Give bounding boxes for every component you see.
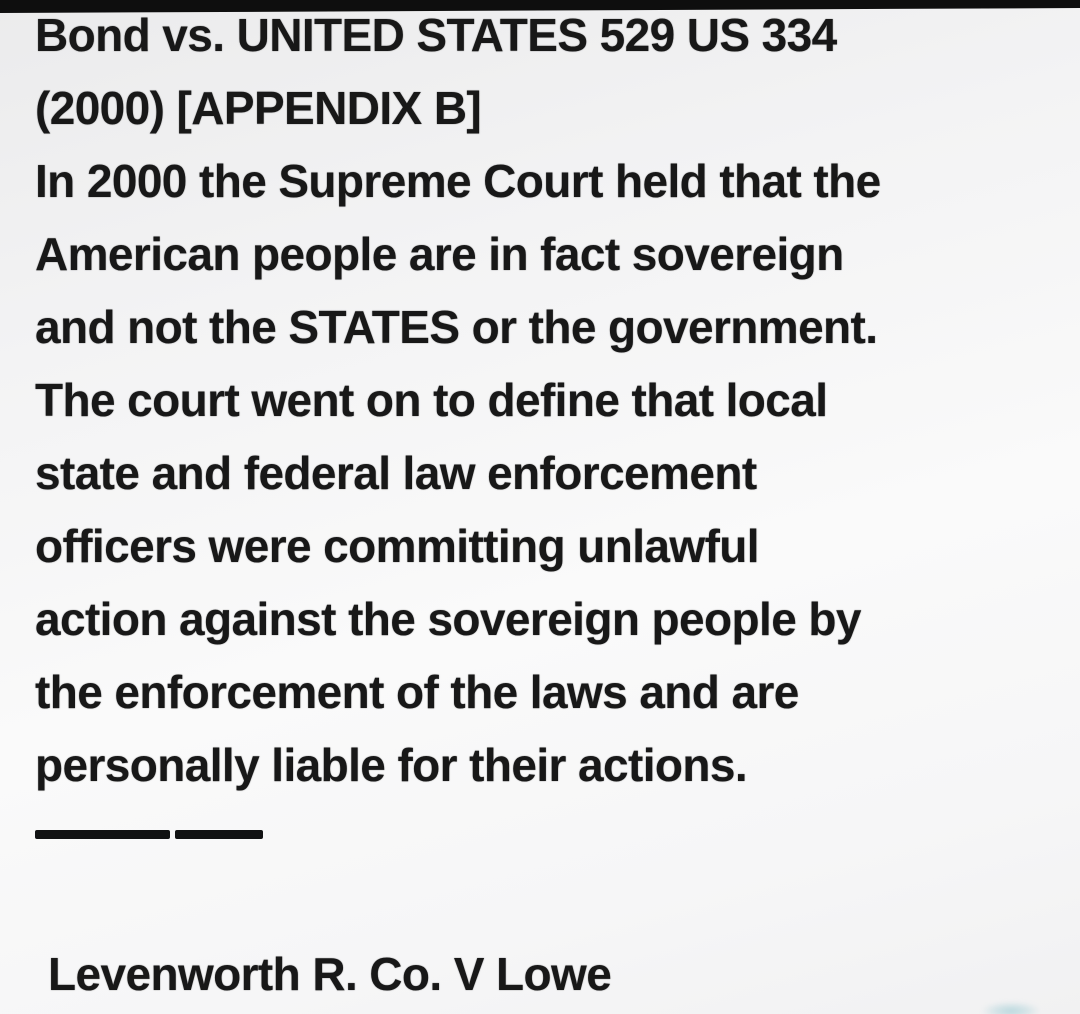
case-title-line: Bond vs. UNITED STATES 529 US 334 [35, 9, 837, 61]
divider-line [35, 830, 263, 839]
body-line: officers were committing unlawful [35, 520, 759, 572]
case-title-line: (2000) [APPENDIX B] [35, 82, 482, 134]
body-line: In 2000 the Supreme Court held that the [35, 155, 881, 207]
divider-segment [35, 830, 170, 839]
body-line: and not the STATES or the government. [35, 301, 878, 353]
body-line: the enforcement of the laws and are [35, 666, 799, 718]
body-line: personally liable for their actions. [35, 739, 748, 791]
divider-segment [175, 830, 263, 839]
post-text-block [35, 0, 1080, 802]
body-line: American people are in fact sovereign [35, 228, 844, 280]
reaction-icon [983, 1002, 1039, 1014]
body-line: state and federal law enforcement [35, 447, 757, 499]
body-line: The court went on to define that local [35, 374, 828, 426]
body-line: action against the sovereign people by [35, 593, 861, 645]
citation-text: Levenworth R. Co. V Lowe [48, 948, 612, 1000]
